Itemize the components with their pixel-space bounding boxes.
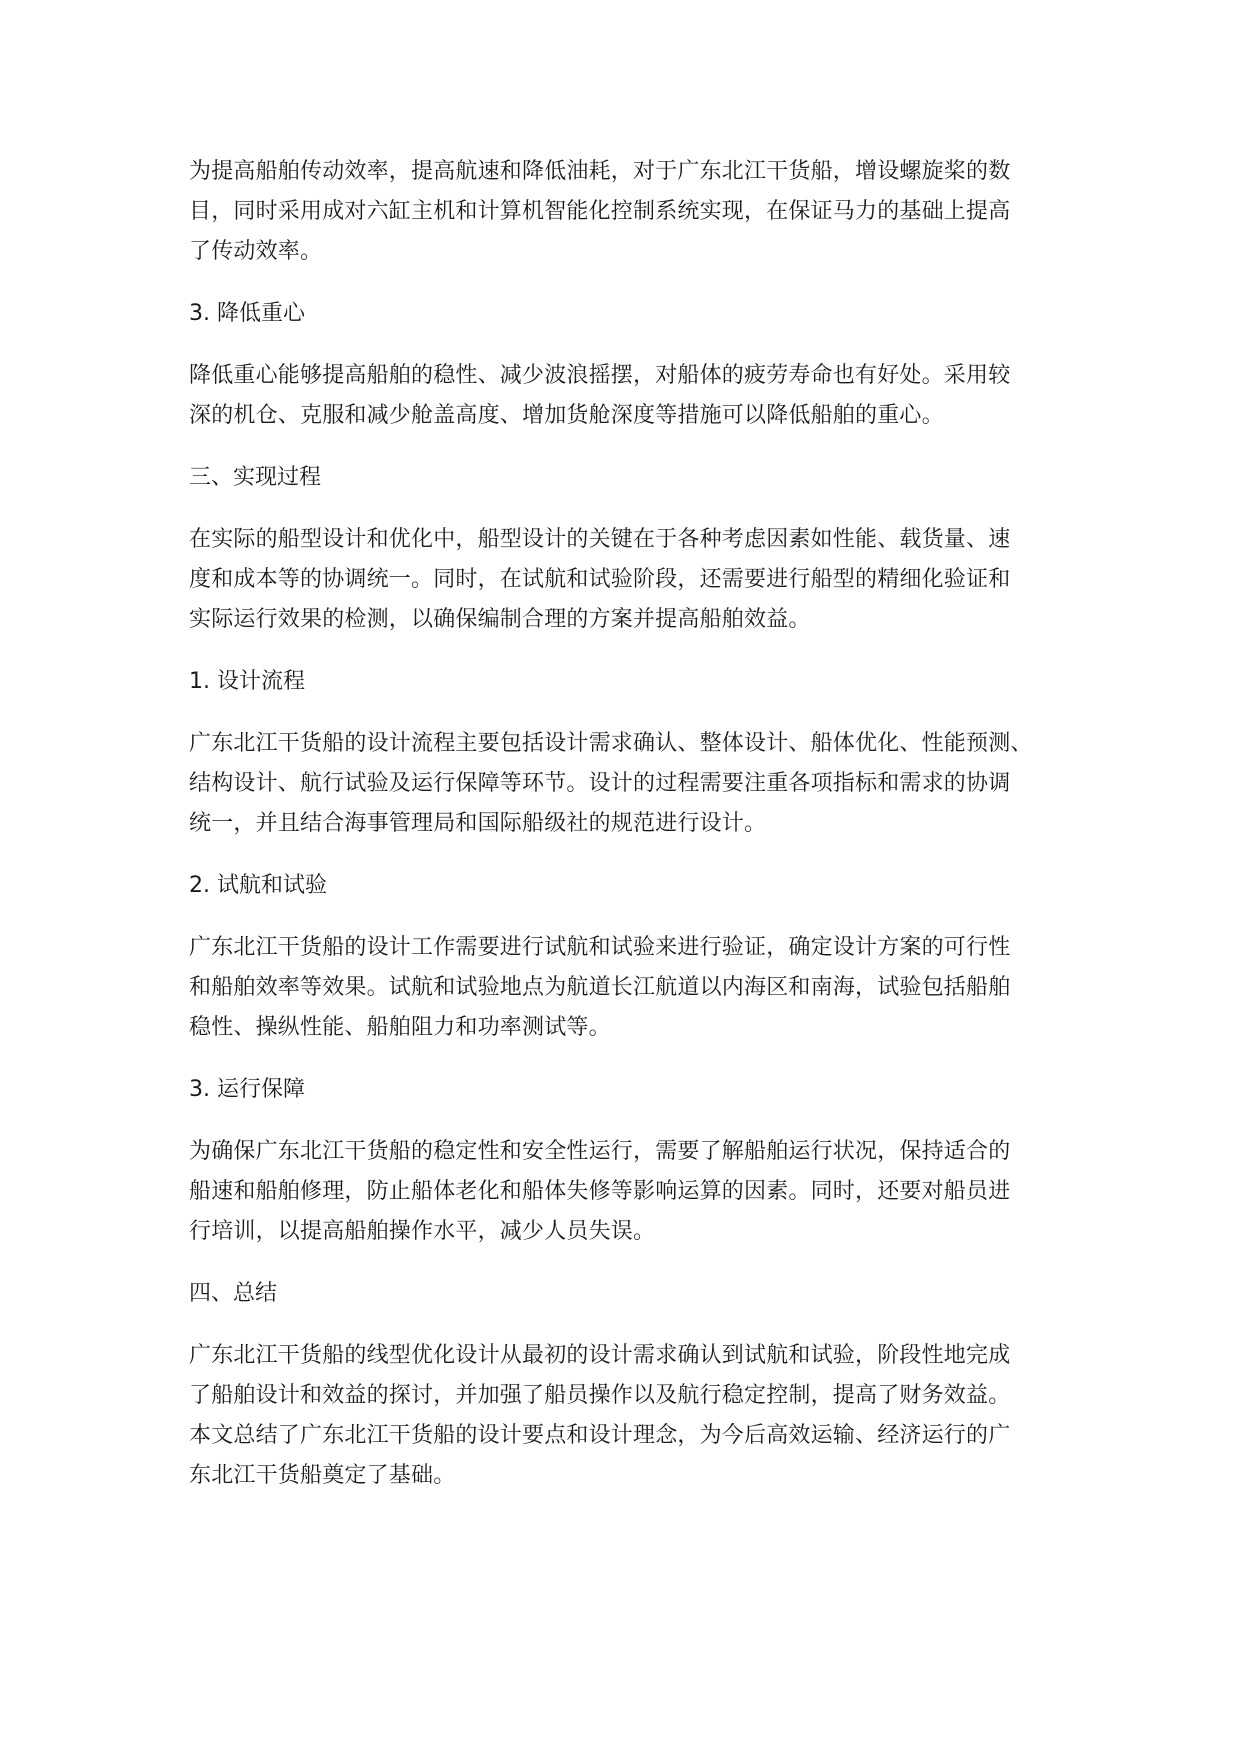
heading-operation-support: 3. 运行保障 xyxy=(189,1077,305,1102)
paragraph-operation-support xyxy=(189,1132,1079,1252)
heading-implementation-process: 三、实现过程 xyxy=(189,465,322,490)
heading-summary: 四、总结 xyxy=(189,1281,278,1306)
paragraph-lower-center-of-gravity xyxy=(189,356,1079,436)
document-body xyxy=(189,152,1079,1518)
text-line: 目，同时采用成对六缸主机和计算机智能化控制系统实现，在保证马力的基础上提高 xyxy=(189,199,1011,224)
text-line: 为确保广东北江干货船的稳定性和安全性运行，需要了解船舶运行状况，保持适合的 xyxy=(189,1139,1011,1164)
text-line: 稳性、操纵性能、船舶阻力和功率测试等。 xyxy=(189,1015,611,1040)
heading-design-process: 1. 设计流程 xyxy=(189,669,305,694)
text-line: 了船舶设计和效益的探讨，并加强了船员操作以及航行稳定控制，提高了财务效益。 xyxy=(189,1383,1011,1408)
paragraph-implementation-process xyxy=(189,520,1079,640)
text-line: 和船舶效率等效果。试航和试验地点为航道长江航道以内海区和南海，试验包括船舶 xyxy=(189,975,1011,1000)
text-line: 船速和船舶修理，防止船体老化和船体失修等影响运算的因素。同时，还要对船员进 xyxy=(189,1179,1011,1204)
paragraph-design-process xyxy=(189,724,1079,844)
text-line: 本文总结了广东北江干货船的设计要点和设计理念，为今后高效运输、经济运行的广 xyxy=(189,1423,1011,1448)
paragraph-sea-trials xyxy=(189,928,1079,1048)
text-line: 了传动效率。 xyxy=(189,239,323,264)
text-line: 为提高船舶传动效率，提高航速和降低油耗，对于广东北江干货船，增设螺旋桨的数 xyxy=(189,159,1011,184)
text-line: 实际运行效果的检测，以确保编制合理的方案并提高船舶效益。 xyxy=(189,607,811,632)
text-line: 广东北江干货船的设计工作需要进行试航和试验来进行验证，确定设计方案的可行性 xyxy=(189,935,1011,960)
text-line: 广东北江干货船的线型优化设计从最初的设计需求确认到试航和试验，阶段性地完成 xyxy=(189,1343,1011,1368)
text-line: 在实际的船型设计和优化中，船型设计的关键在于各种考虑因素如性能、载货量、速 xyxy=(189,527,1011,552)
text-line: 广东北江干货船的设计流程主要包括设计需求确认、整体设计、船体优化、性能预测、 xyxy=(189,731,1033,756)
text-line: 度和成本等的协调统一。同时，在试航和试验阶段，还需要进行船型的精细化验证和 xyxy=(189,567,1011,592)
text-line: 行培训，以提高船舶操作水平，减少人员失误。 xyxy=(189,1219,656,1244)
paragraph-transmission-efficiency xyxy=(189,152,1079,272)
heading-lower-center-of-gravity: 3. 降低重心 xyxy=(189,301,305,326)
text-line: 东北江干货船奠定了基础。 xyxy=(189,1463,456,1488)
heading-sea-trials: 2. 试航和试验 xyxy=(189,873,327,898)
text-line: 深的机仓、克服和减少舱盖高度、增加货舱深度等措施可以降低船舶的重心。 xyxy=(189,403,944,428)
text-line: 结构设计、航行试验及运行保障等环节。设计的过程需要注重各项指标和需求的协调 xyxy=(189,771,1011,796)
paragraph-summary xyxy=(189,1336,1079,1496)
text-line: 统一，并且结合海事管理局和国际船级社的规范进行设计。 xyxy=(189,811,767,836)
text-line: 降低重心能够提高船舶的稳性、减少波浪摇摆，对船体的疲劳寿命也有好处。采用较 xyxy=(189,363,1011,388)
